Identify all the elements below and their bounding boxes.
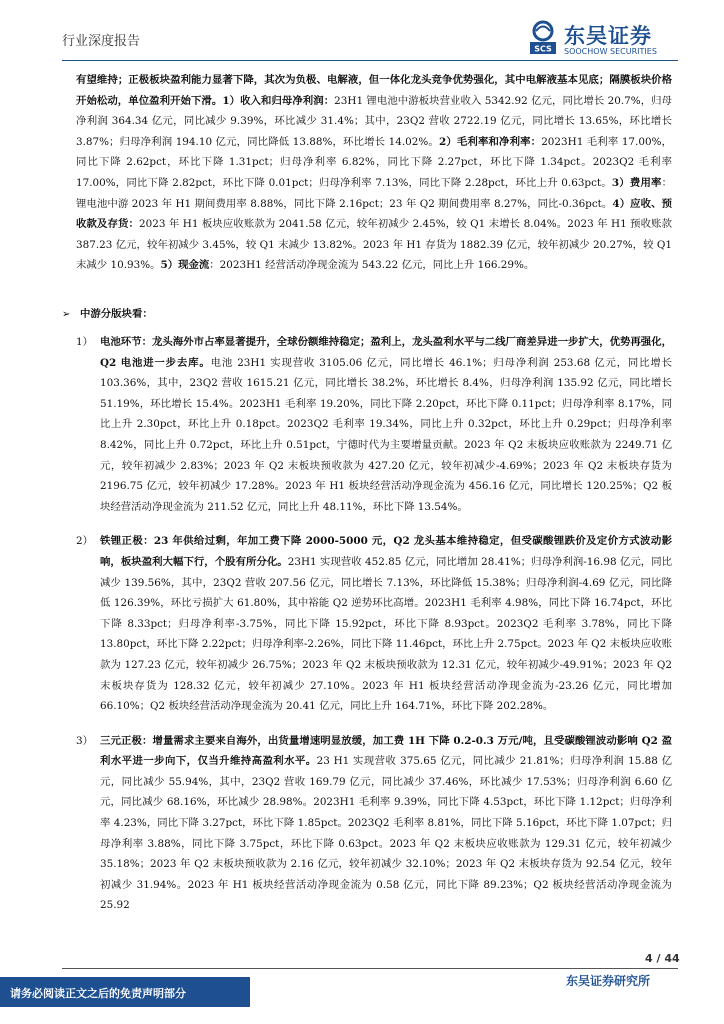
logo-mark-text: SCS xyxy=(534,44,552,54)
logo-english-name: SOOCHOW SECURITIES xyxy=(564,47,657,56)
intro-paragraph-block xyxy=(76,70,672,276)
intro-text-income: 23H1 锂电池中游板块营业收入 5342.92 亿元，同比增长 20.7%，归母净利润 364.34 亿元，同比减少 9.39%，环比减少 31.4%；其中，23Q2 营收 2722.19 亿元，同比增长 13.65%，环比增长 3.87%；归母净利润 194.10 亿元，同比降低 13.88%，环比增长 14.02%。 xyxy=(76,94,673,148)
list-item-body xyxy=(100,531,672,716)
list-item-bold: 三元正极：增量需求主要来自海外，出货量增速明显放缓，加工费 1H 下降 0.2-0.3 万元/吨，且受碳酸锂波动影响 Q2 盈利水平进一步向下，仅当升维持高盈利水平。 xyxy=(100,734,672,768)
list-item-number: 1） xyxy=(76,336,94,348)
list-item xyxy=(76,731,672,916)
list-item-text: 电池 23H1 实现营收 3105.06 亿元，同比增长 46.1%；归母净利润 253.68 亿元，同比增长 103.36%，其中，23Q2 营收 1615.21 亿元，同比增长 38.2%，环比增长 8.4%，归母净利润 135.92 亿元，同比增长 51.19%，环比增长 15.4%。2023H1 毛利率 19.20%，同比下降 2.20pct，环比下降 0.11pct；归母净利率 8.17%，同比上升 2.30pct，环比上升 0.18pct。2023Q2 毛利率 19.34%，同比上升 0.32pct，环比上升 0.29pct；归母净利率 8.42%，同比上升 0.72pct，环比上升 0.51pct，宁德时代为主要增量贡献。2023 年 Q2 末板块应收账款为 2249.71 亿元，较年初减少 2.83%；2023 年 Q2 末板块预收款为 427.20 亿元，较年初减少-4.69%；2023 年 Q2 末板块存货为 2196.75 亿元，较年初减少 17.28%。2023 年 H1 板块经营活动净现金流为 456.16 亿元，同比增长 120.25%；Q2 板块经营活动净现金流为 211.52 亿元，同比上升 48.11%，环比下降 13.54%。 xyxy=(100,356,672,513)
intro-paragraph xyxy=(76,70,672,276)
list-item-number: 2） xyxy=(76,535,94,548)
company-logo xyxy=(528,20,678,58)
logo-mark-icon xyxy=(528,20,558,56)
page-number: 4 / 44 xyxy=(645,952,680,965)
header-divider xyxy=(62,60,678,61)
intro-text-receivables: 2023 年 H1 板块应收账款为 2041.58 亿元，较年初减少 2.45%，较 Q1 末增长 8.04%。2023 年 H1 预收账款 387.23 亿元，较年初减少 3.45%，较 Q1 末减少 13.82%。2023 年 H1 存货为 1882.39 亿元，较年初减少 20.27%，较 Q1 末减少 10.93%。 xyxy=(76,218,672,272)
intro-bold-income: 1）收入和归母净利润： xyxy=(222,94,335,107)
disclaimer-text: 请务必阅读正文之后的免责声明部分 xyxy=(10,987,186,1000)
logo-chinese-name: 东吴证券 xyxy=(564,24,652,48)
section-heading-text: 中游分版块看： xyxy=(80,308,153,320)
list-item xyxy=(76,531,672,716)
segment-list xyxy=(76,332,672,930)
intro-text-expense: ：锂电池中游 2023 年 H1 期间费用率 8.88%，同比下降 2.16pct；23 年 Q2 期间费用率 8.27%，同比-0.36pct。 xyxy=(76,176,672,210)
intro-bold-1: 有望维持；正极板块盈利能力显著下降，其次为负极、电解液，但一体化龙头竞争优势强化，其中电解液基本见底；隔膜板块价格开始松动，单位盈利开始下滑。 xyxy=(76,74,672,107)
section-heading xyxy=(62,305,153,324)
list-item xyxy=(76,332,672,517)
list-item-body xyxy=(100,731,672,916)
list-item-bold: 电池环节：龙头海外市占率显著提升，全球份额维持稳定；盈利上，龙头盈利水平与二线厂商差异进一步扩大，优势再强化，Q2 电池进一步去库。 xyxy=(100,336,672,369)
institute-name: 东吴证券研究所 xyxy=(566,974,651,988)
intro-bold-expense: 3）费用率 xyxy=(611,176,662,189)
list-item-number: 3） xyxy=(76,734,94,747)
disclaimer-banner xyxy=(0,977,250,1007)
list-item-text: 23H1 实现营收 452.85 亿元，同比增加 28.41%；归母净利润-16.98 亿元，同比减少 139.56%，其中，23Q2 营收 207.56 亿元，同比增长 7.13%，环比降低 15.38%；归母净利润-4.69 亿元，同比降低 126.39%，环比亏损扩大 61.80%，其中裕能 Q2 逆势环比高增。2023H1 毛利率 4.98%，同比下降 16.74pct，环比下降 8.33pct；归母净利率-3.75%，同比下降 15.92pct，环比下降 8.93pct。2023Q2 毛利率 3.78%，同比下降 13.80pct，环比下降 2.22pct；归母净利率-2.26%，同比下降 11.46pct，环比上升 2.75pct。2023 年 Q2 末板块应收账款为 127.23 亿元，较年初减少 26.75%；2023 年 Q2 末板块预收款为 12.31 亿元，较年初减少-49.91%；2023 年 Q2 末板块存货为 128.32 亿元，较年初减少 27.10%。2023 年 H1 板块经营活动净现金流为-23.26 亿元，同比增加 66.10%；Q2 板块经营活动净现金流为 20.41 亿元，同比上升 164.71%，环比下降 202.28%。 xyxy=(100,555,673,713)
list-item-body xyxy=(100,332,672,517)
intro-bold-cashflow: 5）现金流 xyxy=(160,259,210,272)
list-item-text: 23 H1 实现营收 375.65 亿元，同比减少 21.81%；归母净利润 15.88 亿元，同比减少 55.94%，其中，23Q2 营收 169.79 亿元，同比减少 37.46%，环比减少 17.53%；归母净利润 6.60 亿元，同比减少 68.16%，环比减少 28.98%。2023H1 毛利率 9.39%，同比下降 4.53pct，环比下降 1.12pct；归母净利率 4.23%，同比下降 3.27pct，环比下降 1.85pct。2023Q2 毛利率 8.81%，同比下降 5.16pct，环比下降 1.07pct；归母净利率 3.88%，同比下降 3.75pct，环比下降 0.63pct。2023 年 Q2 末板块应收账款为 129.31 亿元，较年初减少 35.18%；2023 年 Q2 末板块预收款为 2.16 亿元，较年初减少 32.10%；2023 年 Q2 末板块存货为 92.54 亿元，较年初减少 31.94%。2023 年 H1 板块经营活动净现金流为 0.58 亿元，同比下降 89.23%；Q2 板块经营活动净现金流为 25.92 xyxy=(100,755,672,912)
intro-bold-receivables: 4）应收、预收款及存货： xyxy=(76,197,672,231)
intro-text-margin: 2023H1 毛利率 17.00%，同比下降 2.62pct，环比下降 1.31pct；归母净利率 6.82%，同比下降 2.27pct，环比下降 1.34pct。2023Q2 毛利率 17.00%，同比下降 2.82pct，环比下降 0.01pct；归母净利率 7.13%，同比下降 2.28pct，环比上升 0.63pct。 xyxy=(76,135,672,189)
bullet-arrow-icon: ➢ xyxy=(62,309,71,320)
intro-text-cashflow: ：2023H1 经营活动净现金流为 543.22 亿元，同比上升 166.29%。 xyxy=(209,259,535,272)
intro-bold-margin: 2）毛利率和净利率： xyxy=(438,135,542,148)
report-type-label: 行业深度报告 xyxy=(62,34,141,49)
list-item-bold: 铁锂正极：23 年供给过剩，年加工费下降 2000-5000 元，Q2 龙头基本维持稳定，但受碳酸锂跌价及定价方式波动影响，板块盈利大幅下行，个股有所分化。 xyxy=(100,535,672,568)
footer-divider xyxy=(62,968,678,969)
